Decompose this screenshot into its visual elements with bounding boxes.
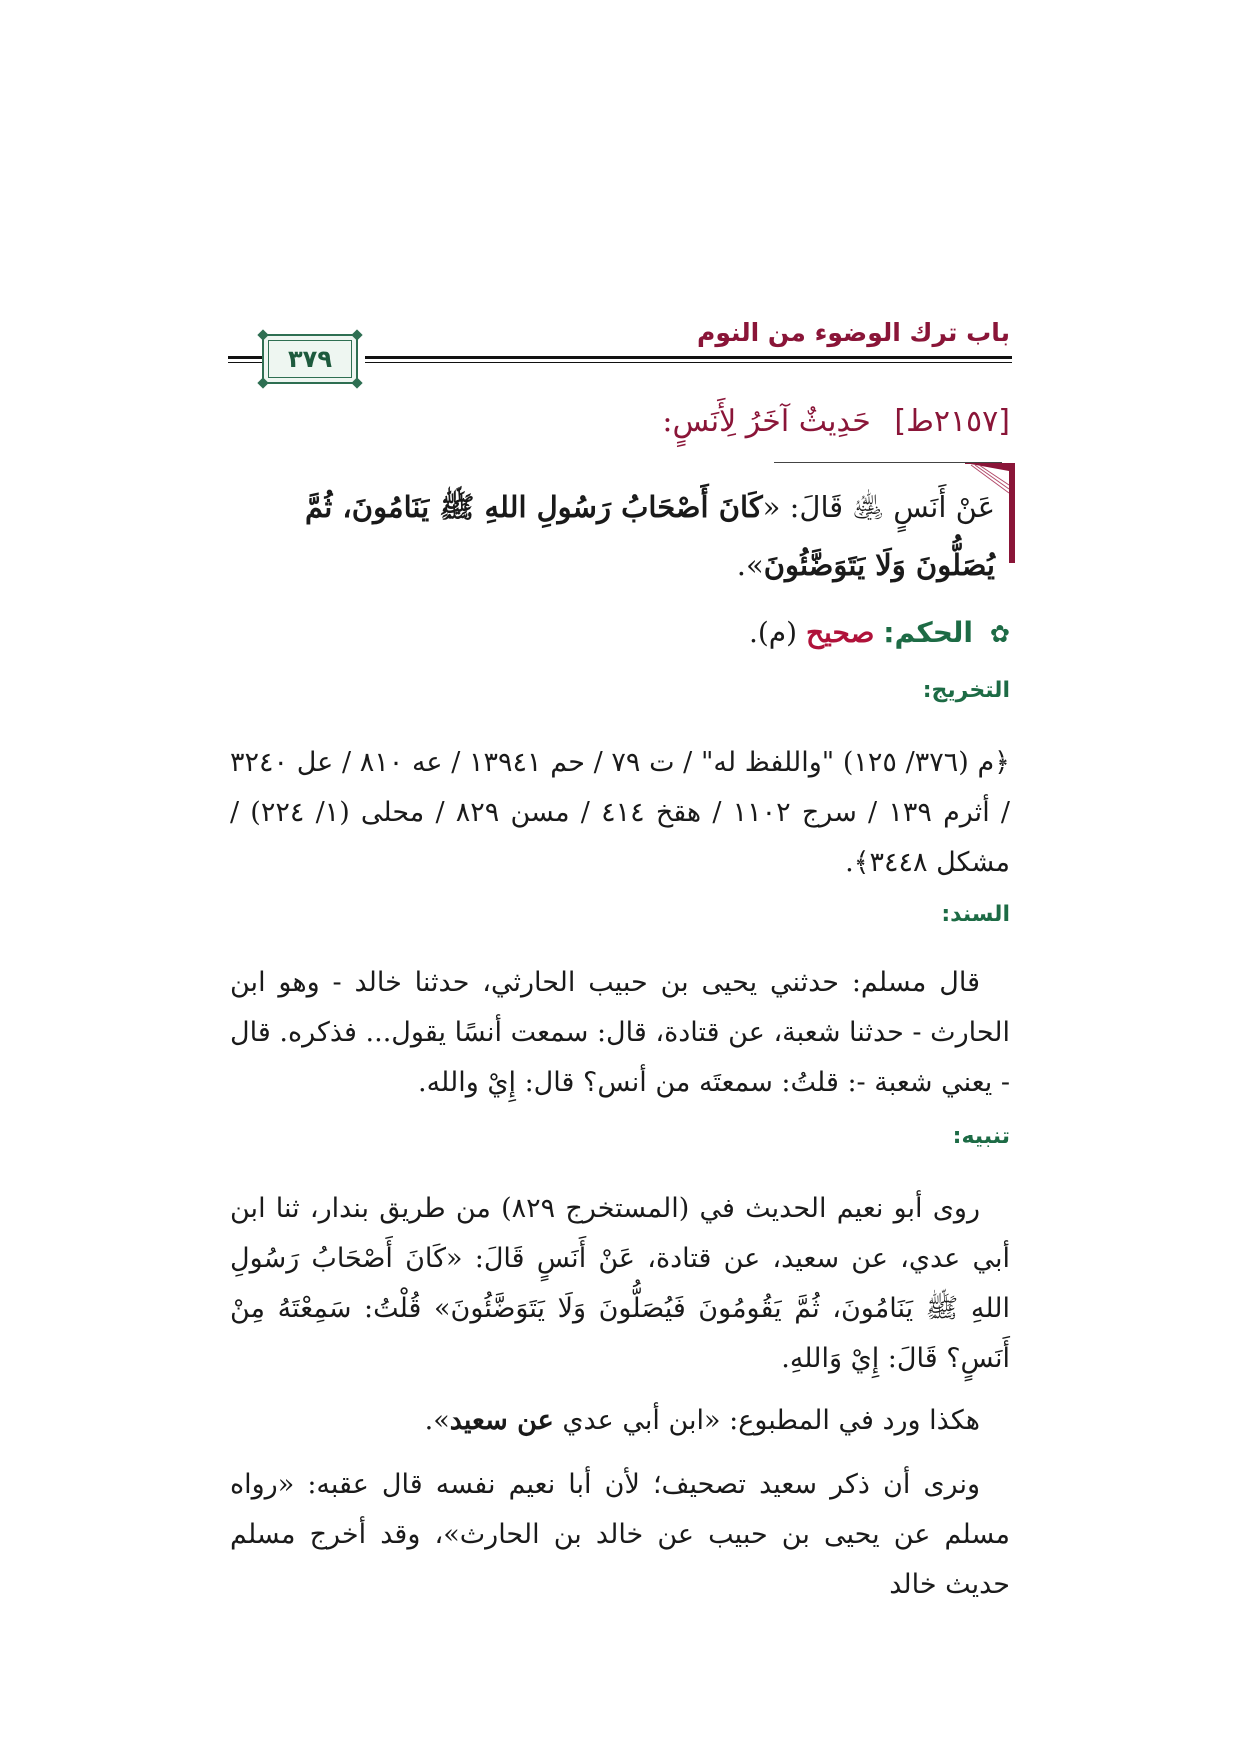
ruling-line	[749, 616, 1010, 649]
ruling-suffix: (م).	[748, 616, 798, 649]
note-paragraph-2	[230, 1396, 1010, 1446]
hadith-matn: كَانَ أَصْحَابُ رَسُولِ اللهِ ﷺ يَنَامُونَ، ثُمَّ يُصَلُّونَ وَلَا يَتَوَضَّئُونَ	[304, 490, 995, 582]
ruling-label: الحكم:	[883, 616, 973, 649]
chapter-title: باب ترك الوضوء من النوم	[697, 318, 1010, 347]
hadith-heading	[662, 404, 1010, 439]
takhrij-label: التخريج:	[922, 678, 1010, 703]
ornament-corner-icon	[351, 377, 362, 388]
page-number-badge	[262, 334, 358, 384]
takhrij-text: ﴿م (٣٧٦/ ١٢٥) "واللفظ له" / ت ٧٩ / حم ١٣٩٤١ / عه ٨١٠ / عل ٣٢٤٠ / أثرم ١٣٩ / سرج ١١٠٢ / هقخ ٤١٤ / مسن ٨٢٩ / محلى (١/ ٢٢٤) / مشكل ٣٤٤٨﴾.	[230, 747, 1010, 878]
note-label: تنبيه:	[952, 1124, 1010, 1149]
page-number: ٣٧٩	[288, 345, 332, 373]
hadith-intro: عَنْ أَنَسٍ ﵁ قَالَ: «	[762, 490, 995, 524]
ornament-corner-icon	[257, 377, 268, 388]
header-rule-left-thin	[228, 362, 262, 363]
header-rule-thin	[365, 362, 1012, 363]
note-paragraph-2-start: هكذا ورد في المطبوع: «ابن أبي عدي	[553, 1405, 980, 1436]
rosette-icon: ✿	[989, 620, 1010, 648]
hadith-text	[230, 478, 995, 594]
hadith-close: ».	[736, 548, 764, 582]
ruling-value: صحيح	[805, 616, 875, 649]
hadith-title: حَدِيثٌ آخَرُ لِأَنَسٍ:	[662, 404, 871, 439]
note-paragraph-3: ونرى أن ذكر سعيد تصحيف؛ لأن أبا نعيم نفسه قال عقبه: «رواه مسلم عن يحيى بن حبيب عن خالد بن الحارث»، وقد أخرج مسلم حديث خالد	[230, 1469, 1010, 1600]
header-rule	[365, 356, 1012, 359]
hadith-number: [٢١٥٧ط]	[894, 404, 1010, 439]
ornament-corner-icon	[257, 329, 268, 340]
sanad-text: قال مسلم: حدثني يحيى بن حبيب الحارثي، حدثنا خالد - وهو ابن الحارث - حدثنا شعبة، عن قتادة، قال: سمعت أنسًا يقول... فذكره. قال - يعني شعبة -: قلتُ: سمعتَه من أنس؟ قال: إِيْ والله.	[230, 967, 1010, 1098]
sanad-label: السند:	[941, 902, 1010, 927]
note-paragraph-2-end: ».	[424, 1405, 450, 1436]
note-paragraph-2-bold: عن سعيد	[449, 1405, 554, 1436]
ornament-corner-icon	[351, 329, 362, 340]
note-paragraph-1: روى أبو نعيم الحديث في (المستخرج ٨٢٩) من طريق بندار، ثنا ابن أبي عدي، عن سعيد، عن قتادة، عَنْ أَنَسٍ قَالَ: «كَانَ أَصْحَابُ رَسُولِ اللهِ ﷺ يَنَامُونَ، ثُمَّ يَقُومُونَ فَيُصَلُّونَ وَلَا يَتَوَضَّئُونَ» قُلْتُ: سَمِعْتَهُ مِنْ أَنَسٍ؟ قَالَ: إِيْ وَاللهِ.	[230, 1193, 1010, 1374]
header-rule-left	[228, 356, 262, 359]
